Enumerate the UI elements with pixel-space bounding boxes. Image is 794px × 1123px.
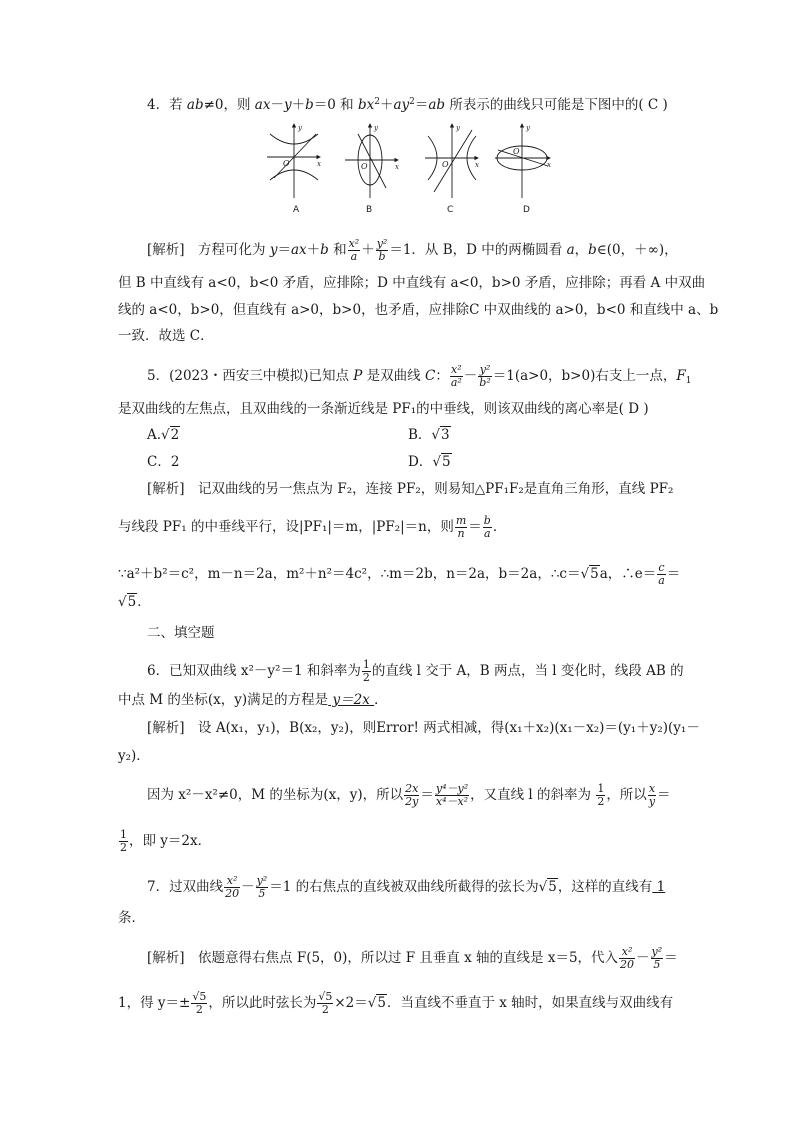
q5-option-a: A.√2: [147, 427, 180, 443]
figure-d-origin: O: [513, 147, 520, 156]
q7-analysis-2: 1，得 y＝± $\frac{√5}{2}$ ，所以此时弦长为 $\frac{√5}{2}$ ×2＝√5．当直线不垂直于 x 轴时，如果直线与双曲线有: [118, 990, 674, 1016]
caption-b: B: [366, 205, 373, 215]
section-heading: 二、填空题: [147, 625, 215, 641]
figure-d: [495, 124, 551, 198]
q4-analysis-3: 线的 a<0，b>0，但直线有 a>0，b>0，也矛盾，应排除C 中双曲线的 a>0，b<0 和直线中 a、b: [118, 302, 719, 318]
figure-c-origin: O: [442, 160, 449, 169]
q6-stem-2: 中点 M 的坐标(x，y)满足的方程是 y＝2x ．: [118, 692, 388, 708]
q4-figures: [262, 120, 552, 206]
figure-d-x-label: x: [547, 161, 551, 169]
figure-a-origin: O: [283, 159, 290, 168]
q6-analysis-2: y₂)．: [118, 748, 150, 764]
q6-analysis-4: $\frac{1}{2}$ ，即 y＝2x．: [120, 828, 212, 854]
q4-figures-svg: [262, 120, 552, 202]
q5-stem-1: 5．(2023・西安三中模拟)已知点 P 是双曲线 C： $\frac{\text{x²}}{\text{a²}}$ － $\frac{\text{y²}}{\text{b²}}$ ＝1(a>0，b>0)右支上一点，$F_1$: [147, 363, 692, 389]
q7-stem-1: 7．过双曲线 $\frac{\text{x²}}{20}$ － $\frac{\text{y²}}{5}$ ＝1 的右焦点的直线被双曲线所截得的弦长为√5，这样的直线有 1: [147, 874, 666, 900]
q7-answer: 1: [652, 879, 666, 895]
q7-analysis-1: [解析] 依题意得右焦点 F(5，0)，所以过 F 且垂直 x 轴的直线是 x＝5，代入 $\frac{\text{x²}}{20}$ － $\frac{\text{y²}}{5}$ ＝: [147, 945, 678, 971]
figure-b-x-label: x: [395, 163, 399, 171]
figure-b-origin: O: [361, 162, 368, 171]
figure-a: [267, 124, 321, 198]
figure-a-y-label: y: [298, 124, 302, 132]
q4-stem: 4．若 ab≠0，则 ax－y＋b＝0 和 $bx^2+ay^2=ab$ 所表示的曲线只可能是下图中的( C ): [147, 97, 668, 113]
q6-stem-1: 6．已知双曲线 x²－y²＝1 和斜率为 $\frac{1}{2}$ 的直线 l 交于 A，B 两点，当 l 变化时，线段 AB 的: [147, 658, 684, 684]
q5-option-c: C．2: [147, 454, 180, 470]
figure-a-x-label: x: [317, 160, 321, 168]
q6-analysis-3: 因为 x²－x²≠0，M 的坐标为(x，y)，所以 $\frac{2x}{2y}$ ＝ $\frac{\text{y⁴－y²}}{\text{x⁴－x²}}$ ，又直线 l 的斜率为 $\frac{1}{2}$ ，所以 $\frac{x}{y}$ ＝: [147, 782, 671, 808]
caption-c: C: [447, 205, 454, 215]
q5-analysis-4: √5．: [118, 594, 151, 610]
figure-b-y-label: y: [374, 124, 378, 132]
caption-a: A: [293, 205, 300, 215]
q4-analysis-1: [解析] 方程可化为 y＝ax＋b 和 $\frac{\text{x²}}{a}$ ＋ $\frac{\text{y²}}{b}$ ＝1．从 B，D 中的两椭圆看 a，b∈(0，＋∞)，: [147, 237, 678, 263]
q5-stem-2: 是双曲线的左焦点，且双曲线的一条渐近线是 PF₁的中垂线，则该双曲线的离心率是( D ): [118, 401, 649, 417]
q5-analysis-3: ∵a²＋b²＝c²，m－n＝2a，m²＋n²＝4c²，∴m＝2b，n＝2a，b＝2a，∴c＝√5a，∴e＝ $\frac{c}{a}$ ＝: [118, 561, 681, 587]
q5-option-b: B．√3: [408, 427, 450, 443]
figure-b: [345, 124, 399, 198]
caption-d: D: [523, 205, 530, 215]
q7-stem-2: 条．: [118, 910, 145, 926]
q5-option-d: D．√5: [408, 454, 451, 470]
figure-c-y-label: y: [456, 124, 460, 132]
figure-c-x-label: x: [475, 161, 479, 169]
q6-answer: y＝2x: [328, 692, 375, 708]
q5-analysis-2: 与线段 PF₁ 的中垂线平行，设|PF₁|＝m，|PF₂|＝n，则 $\frac{m}{n}$ ＝ $\frac{b}{a}$ ．: [118, 514, 507, 540]
figure-c: [425, 124, 479, 198]
figure-d-y-label: y: [526, 124, 530, 132]
q4-analysis-4: 一致．故选 C．: [118, 328, 214, 344]
q5-analysis-1: [解析] 记双曲线的另一焦点为 F₂，连接 PF₂，则易知△PF₁F₂是直角三角形，直线 PF₂: [147, 481, 674, 497]
q4-analysis-2: 但 B 中直线有 a<0，b<0 矛盾，应排除；D 中直线有 a<0，b>0 矛盾，应排除；再看 A 中双曲: [118, 275, 706, 291]
q6-analysis-1: [解析] 设 A(x₁，y₁)，B(x₂，y₂)，则Error! 两式相减，得(x₁＋x₂)(x₁－x₂)＝(y₁＋y₂)(y₁－: [147, 720, 700, 736]
